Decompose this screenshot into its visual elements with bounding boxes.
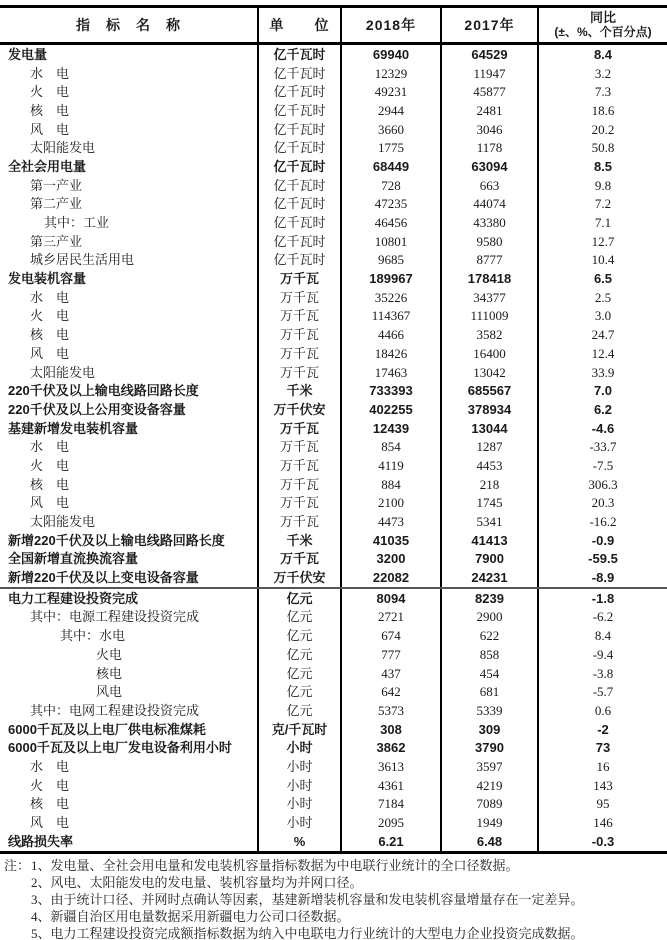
value-2017-cell: 3046 bbox=[440, 120, 537, 139]
indicator-name-cell: 其中：工业 bbox=[44, 215, 110, 231]
yoy-cell: -8.9 bbox=[537, 568, 667, 587]
unit-cell: 万千伏安 bbox=[257, 400, 340, 419]
yoy-cell: 6.2 bbox=[537, 400, 667, 419]
indicator-name-cell: 其中：电网工程建设投资完成 bbox=[30, 702, 200, 718]
value-2018-cell: 22082 bbox=[340, 568, 440, 587]
unit-cell: 亿千瓦时 bbox=[257, 45, 340, 64]
indicator-name-cell: 核 电 bbox=[30, 102, 70, 118]
value-2018-cell: 18426 bbox=[340, 344, 440, 363]
unit-cell: 亿元 bbox=[257, 626, 340, 645]
yoy-cell: 7.0 bbox=[537, 381, 667, 400]
value-2017-cell: 685567 bbox=[440, 381, 537, 400]
value-2017-cell: 13044 bbox=[440, 419, 537, 438]
value-2017-cell: 454 bbox=[440, 664, 537, 683]
value-2017-cell: 11947 bbox=[440, 64, 537, 83]
value-2017-cell: 64529 bbox=[440, 45, 537, 64]
table-row bbox=[0, 512, 667, 531]
unit-cell: 亿千瓦时 bbox=[257, 213, 340, 232]
value-2018-cell: 5373 bbox=[340, 701, 440, 720]
indicator-name-cell: 水 电 bbox=[30, 758, 70, 774]
unit-cell: % bbox=[257, 832, 340, 851]
header-year-2018: 2018年 bbox=[340, 8, 440, 42]
table-row bbox=[0, 587, 667, 608]
yoy-cell: 7.2 bbox=[537, 195, 667, 214]
value-2018-cell: 35226 bbox=[340, 288, 440, 307]
yoy-cell: 3.0 bbox=[537, 307, 667, 326]
power-statistics-table bbox=[0, 5, 667, 854]
yoy-cell: 73 bbox=[537, 738, 667, 757]
indicator-name-cell: 6000千瓦及以上电厂供电标准煤耗 bbox=[8, 721, 206, 737]
header-yoy-title: 同比 bbox=[589, 9, 616, 25]
table-row bbox=[0, 626, 667, 645]
yoy-cell: 9.8 bbox=[537, 176, 667, 195]
unit-cell: 亿千瓦时 bbox=[257, 176, 340, 195]
header-year-2017: 2017年 bbox=[440, 8, 537, 42]
unit-cell: 万千伏安 bbox=[257, 568, 340, 587]
indicator-name-cell: 火 电 bbox=[30, 84, 70, 100]
value-2018-cell: 3660 bbox=[340, 120, 440, 139]
yoy-cell: 12.4 bbox=[537, 344, 667, 363]
unit-cell: 亿千瓦时 bbox=[257, 138, 340, 157]
value-2018-cell: 47235 bbox=[340, 195, 440, 214]
table-notes bbox=[0, 857, 660, 940]
header-yoy-subtitle: (±、%、个百分点) bbox=[554, 24, 652, 39]
indicator-name-cell: 第三产业 bbox=[30, 233, 83, 249]
indicator-name-cell: 电力工程建设投资完成 bbox=[8, 590, 139, 606]
table-row bbox=[0, 664, 667, 683]
unit-cell: 亿千瓦时 bbox=[257, 82, 340, 101]
value-2017-cell: 3597 bbox=[440, 757, 537, 776]
indicator-name-cell: 其中：电源工程建设投资完成 bbox=[30, 609, 200, 625]
value-2017-cell: 681 bbox=[440, 682, 537, 701]
indicator-name-cell: 核电 bbox=[96, 665, 123, 681]
table-row bbox=[0, 325, 667, 344]
value-2018-cell: 49231 bbox=[340, 82, 440, 101]
yoy-cell: -5.7 bbox=[537, 682, 667, 701]
value-2017-cell: 9580 bbox=[440, 232, 537, 251]
value-2018-cell: 884 bbox=[340, 475, 440, 494]
table-row bbox=[0, 400, 667, 419]
value-2017-cell: 63094 bbox=[440, 157, 537, 176]
value-2017-cell: 34377 bbox=[440, 288, 537, 307]
indicator-name-cell: 水 电 bbox=[30, 439, 70, 455]
value-2018-cell: 8094 bbox=[340, 589, 440, 608]
value-2018-cell: 2944 bbox=[340, 101, 440, 120]
value-2018-cell: 9685 bbox=[340, 251, 440, 270]
value-2018-cell: 7184 bbox=[340, 795, 440, 814]
unit-cell: 亿元 bbox=[257, 701, 340, 720]
table-row bbox=[0, 757, 667, 776]
yoy-cell: 20.2 bbox=[537, 120, 667, 139]
value-2017-cell: 7089 bbox=[440, 795, 537, 814]
indicator-name-cell: 6000千瓦及以上电厂发电设备利用小时 bbox=[8, 740, 232, 756]
value-2017-cell: 3790 bbox=[440, 738, 537, 757]
yoy-cell: 7.3 bbox=[537, 82, 667, 101]
value-2018-cell: 728 bbox=[340, 176, 440, 195]
notes-prefix: 注： bbox=[4, 858, 31, 873]
table-body bbox=[0, 45, 667, 851]
value-2018-cell: 114367 bbox=[340, 307, 440, 326]
unit-cell: 万千瓦 bbox=[257, 288, 340, 307]
table-row bbox=[0, 419, 667, 438]
value-2018-cell: 69940 bbox=[340, 45, 440, 64]
indicator-name-cell: 新增220千伏及以上输电线路回路长度 bbox=[8, 532, 225, 548]
unit-cell: 万千瓦 bbox=[257, 475, 340, 494]
value-2018-cell: 4466 bbox=[340, 325, 440, 344]
unit-cell: 亿千瓦时 bbox=[257, 64, 340, 83]
indicator-name-cell: 水 电 bbox=[30, 65, 70, 81]
table-row bbox=[0, 64, 667, 83]
yoy-cell: 10.4 bbox=[537, 251, 667, 270]
indicator-name-cell: 核 电 bbox=[30, 476, 70, 492]
indicator-name-cell: 风 电 bbox=[30, 495, 70, 511]
yoy-cell: 24.7 bbox=[537, 325, 667, 344]
indicator-name-cell: 第二产业 bbox=[30, 196, 83, 212]
unit-cell: 亿元 bbox=[257, 608, 340, 627]
unit-cell: 亿千瓦时 bbox=[257, 195, 340, 214]
table-row bbox=[0, 381, 667, 400]
table-row bbox=[0, 269, 667, 288]
unit-cell: 亿元 bbox=[257, 589, 340, 608]
note-line: 1、发电量、全社会用电量和发电装机容量指标数据为中电联行业统计的全口径数据。 bbox=[31, 858, 519, 873]
value-2017-cell: 1745 bbox=[440, 494, 537, 513]
unit-cell: 亿千瓦时 bbox=[257, 120, 340, 139]
indicator-name-cell: 发电量 bbox=[8, 46, 48, 62]
table-row bbox=[0, 701, 667, 720]
yoy-cell: 3.2 bbox=[537, 64, 667, 83]
table-row bbox=[0, 45, 667, 64]
yoy-cell: -0.9 bbox=[537, 531, 667, 550]
value-2017-cell: 8777 bbox=[440, 251, 537, 270]
table-header-row bbox=[0, 8, 667, 45]
yoy-cell: -16.2 bbox=[537, 512, 667, 531]
indicator-name-cell: 风电 bbox=[96, 684, 123, 700]
indicator-name-cell: 火 电 bbox=[30, 308, 70, 324]
table-row bbox=[0, 288, 667, 307]
indicator-name-cell: 发电装机容量 bbox=[8, 271, 87, 287]
table-row bbox=[0, 138, 667, 157]
unit-cell: 小时 bbox=[257, 776, 340, 795]
value-2017-cell: 24231 bbox=[440, 568, 537, 587]
unit-cell: 万千瓦 bbox=[257, 269, 340, 288]
indicator-name-cell: 新增220千伏及以上变电设备容量 bbox=[8, 570, 199, 586]
value-2017-cell: 13042 bbox=[440, 363, 537, 382]
unit-cell: 万千瓦 bbox=[257, 550, 340, 569]
table-row bbox=[0, 568, 667, 587]
yoy-cell: 20.3 bbox=[537, 494, 667, 513]
value-2017-cell: 16400 bbox=[440, 344, 537, 363]
yoy-cell: -4.6 bbox=[537, 419, 667, 438]
indicator-name-cell: 城乡居民生活用电 bbox=[30, 252, 135, 268]
value-2017-cell: 43380 bbox=[440, 213, 537, 232]
yoy-cell: -9.4 bbox=[537, 645, 667, 664]
indicator-name-cell: 其中：水电 bbox=[60, 628, 126, 644]
value-2018-cell: 402255 bbox=[340, 400, 440, 419]
yoy-cell: 33.9 bbox=[537, 363, 667, 382]
value-2017-cell: 663 bbox=[440, 176, 537, 195]
value-2017-cell: 4453 bbox=[440, 456, 537, 475]
unit-cell: 小时 bbox=[257, 757, 340, 776]
indicator-name-cell: 太阳能发电 bbox=[30, 140, 96, 156]
unit-cell: 万千瓦 bbox=[257, 494, 340, 513]
table-row bbox=[0, 795, 667, 814]
value-2018-cell: 3613 bbox=[340, 757, 440, 776]
indicator-name-cell: 核 电 bbox=[30, 796, 70, 812]
unit-cell: 亿元 bbox=[257, 645, 340, 664]
table-row bbox=[0, 608, 667, 627]
value-2018-cell: 777 bbox=[340, 645, 440, 664]
yoy-cell: 146 bbox=[537, 813, 667, 832]
yoy-cell: -59.5 bbox=[537, 550, 667, 569]
yoy-cell: 8.4 bbox=[537, 626, 667, 645]
value-2017-cell: 1178 bbox=[440, 138, 537, 157]
table-row bbox=[0, 82, 667, 101]
value-2018-cell: 854 bbox=[340, 437, 440, 456]
value-2018-cell: 46456 bbox=[340, 213, 440, 232]
header-indicator-name: 指 标 名 称 bbox=[76, 17, 181, 33]
unit-cell: 万千瓦 bbox=[257, 344, 340, 363]
yoy-cell: 8.4 bbox=[537, 45, 667, 64]
unit-cell: 小时 bbox=[257, 813, 340, 832]
table-row bbox=[0, 456, 667, 475]
indicator-name-cell: 火电 bbox=[96, 646, 123, 662]
value-2017-cell: 218 bbox=[440, 475, 537, 494]
table-row bbox=[0, 720, 667, 739]
indicator-name-cell: 全社会用电量 bbox=[8, 158, 87, 174]
unit-cell: 亿千瓦时 bbox=[257, 251, 340, 270]
value-2017-cell: 622 bbox=[440, 626, 537, 645]
value-2018-cell: 733393 bbox=[340, 381, 440, 400]
notes-list bbox=[31, 857, 660, 940]
indicator-name-cell: 220千伏及以上公用变设备容量 bbox=[8, 401, 186, 417]
note-line: 4、新疆自治区用电量数据采用新疆电力公司口径数据。 bbox=[31, 909, 350, 924]
unit-cell: 亿元 bbox=[257, 682, 340, 701]
value-2018-cell: 2721 bbox=[340, 608, 440, 627]
table-row bbox=[0, 832, 667, 851]
unit-cell: 万千瓦 bbox=[257, 456, 340, 475]
unit-cell: 万千瓦 bbox=[257, 363, 340, 382]
indicator-name-cell: 风 电 bbox=[30, 815, 70, 831]
yoy-cell: 0.6 bbox=[537, 701, 667, 720]
table-row bbox=[0, 645, 667, 664]
unit-cell: 克/千瓦时 bbox=[257, 720, 340, 739]
value-2018-cell: 642 bbox=[340, 682, 440, 701]
value-2018-cell: 10801 bbox=[340, 232, 440, 251]
value-2018-cell: 17463 bbox=[340, 363, 440, 382]
value-2018-cell: 6.21 bbox=[340, 832, 440, 851]
value-2017-cell: 41413 bbox=[440, 531, 537, 550]
value-2017-cell: 1287 bbox=[440, 437, 537, 456]
note-line: 5、电力工程建设投资完成额指标数据为纳入中电联电力行业统计的大型电力企业投资完成数据。 bbox=[31, 926, 584, 940]
yoy-cell: 306.3 bbox=[537, 475, 667, 494]
value-2018-cell: 68449 bbox=[340, 157, 440, 176]
value-2018-cell: 12439 bbox=[340, 419, 440, 438]
yoy-cell: 50.8 bbox=[537, 138, 667, 157]
unit-cell: 万千瓦 bbox=[257, 307, 340, 326]
unit-cell: 亿千瓦时 bbox=[257, 232, 340, 251]
value-2017-cell: 309 bbox=[440, 720, 537, 739]
yoy-cell: 12.7 bbox=[537, 232, 667, 251]
value-2018-cell: 1775 bbox=[340, 138, 440, 157]
indicator-name-cell: 第一产业 bbox=[30, 177, 83, 193]
table-row bbox=[0, 494, 667, 513]
yoy-cell: -2 bbox=[537, 720, 667, 739]
value-2018-cell: 674 bbox=[340, 626, 440, 645]
yoy-cell: 6.5 bbox=[537, 269, 667, 288]
note-line: 3、由于统计口径、并网时点确认等因素，基建新增装机容量和发电装机容量增量存在一定差异。 bbox=[31, 892, 584, 907]
indicator-name-cell: 太阳能发电 bbox=[30, 514, 96, 530]
table-row bbox=[0, 157, 667, 176]
unit-cell: 亿千瓦时 bbox=[257, 101, 340, 120]
value-2017-cell: 45877 bbox=[440, 82, 537, 101]
table-row bbox=[0, 776, 667, 795]
yoy-cell: -0.3 bbox=[537, 832, 667, 851]
unit-cell: 千米 bbox=[257, 381, 340, 400]
value-2017-cell: 5341 bbox=[440, 512, 537, 531]
indicator-name-cell: 太阳能发电 bbox=[30, 364, 96, 380]
value-2017-cell: 111009 bbox=[440, 307, 537, 326]
value-2018-cell: 2095 bbox=[340, 813, 440, 832]
unit-cell: 小时 bbox=[257, 738, 340, 757]
indicator-name-cell: 线路损失率 bbox=[8, 833, 74, 849]
indicator-name-cell: 风 电 bbox=[30, 345, 70, 361]
indicator-name-cell: 水 电 bbox=[30, 289, 70, 305]
unit-cell: 小时 bbox=[257, 795, 340, 814]
unit-cell: 万千瓦 bbox=[257, 325, 340, 344]
table-row bbox=[0, 475, 667, 494]
indicator-name-cell: 全国新增直流换流容量 bbox=[8, 551, 139, 567]
value-2017-cell: 858 bbox=[440, 645, 537, 664]
value-2018-cell: 2100 bbox=[340, 494, 440, 513]
indicator-name-cell: 火 电 bbox=[30, 777, 70, 793]
table-row bbox=[0, 531, 667, 550]
indicator-name-cell: 220千伏及以上输电线路回路长度 bbox=[8, 383, 199, 399]
unit-cell: 千米 bbox=[257, 531, 340, 550]
table-row bbox=[0, 307, 667, 326]
table-row bbox=[0, 101, 667, 120]
value-2017-cell: 5339 bbox=[440, 701, 537, 720]
unit-cell: 万千瓦 bbox=[257, 512, 340, 531]
value-2017-cell: 2900 bbox=[440, 608, 537, 627]
value-2018-cell: 3200 bbox=[340, 550, 440, 569]
unit-cell: 万千瓦 bbox=[257, 437, 340, 456]
table-row bbox=[0, 120, 667, 139]
header-unit: 单 位 bbox=[257, 8, 340, 42]
indicator-name-cell: 基建新增发电装机容量 bbox=[8, 420, 139, 436]
yoy-cell: -7.5 bbox=[537, 456, 667, 475]
value-2018-cell: 308 bbox=[340, 720, 440, 739]
yoy-cell: 95 bbox=[537, 795, 667, 814]
value-2017-cell: 178418 bbox=[440, 269, 537, 288]
yoy-cell: 143 bbox=[537, 776, 667, 795]
value-2017-cell: 44074 bbox=[440, 195, 537, 214]
yoy-cell: -33.7 bbox=[537, 437, 667, 456]
value-2017-cell: 1949 bbox=[440, 813, 537, 832]
value-2018-cell: 3862 bbox=[340, 738, 440, 757]
header-yoy bbox=[537, 8, 667, 42]
note-line: 2、风电、太阳能发电的发电量、装机容量均为并网口径。 bbox=[31, 875, 363, 890]
yoy-cell: 18.6 bbox=[537, 101, 667, 120]
value-2018-cell: 437 bbox=[340, 664, 440, 683]
unit-cell: 亿元 bbox=[257, 664, 340, 683]
table-row bbox=[0, 213, 667, 232]
table-row bbox=[0, 251, 667, 270]
yoy-cell: 8.5 bbox=[537, 157, 667, 176]
value-2018-cell: 4473 bbox=[340, 512, 440, 531]
yoy-cell: -1.8 bbox=[537, 589, 667, 608]
value-2018-cell: 189967 bbox=[340, 269, 440, 288]
indicator-name-cell: 核 电 bbox=[30, 327, 70, 343]
table-row bbox=[0, 363, 667, 382]
table-row bbox=[0, 232, 667, 251]
table-row bbox=[0, 813, 667, 832]
unit-cell: 万千瓦 bbox=[257, 419, 340, 438]
value-2017-cell: 4219 bbox=[440, 776, 537, 795]
table-row bbox=[0, 176, 667, 195]
value-2017-cell: 3582 bbox=[440, 325, 537, 344]
value-2017-cell: 378934 bbox=[440, 400, 537, 419]
indicator-name-cell: 火 电 bbox=[30, 457, 70, 473]
value-2017-cell: 2481 bbox=[440, 101, 537, 120]
table-row bbox=[0, 195, 667, 214]
yoy-cell: -6.2 bbox=[537, 608, 667, 627]
value-2017-cell: 7900 bbox=[440, 550, 537, 569]
yoy-cell: 7.1 bbox=[537, 213, 667, 232]
value-2018-cell: 41035 bbox=[340, 531, 440, 550]
yoy-cell: -3.8 bbox=[537, 664, 667, 683]
table-row bbox=[0, 550, 667, 569]
yoy-cell: 2.5 bbox=[537, 288, 667, 307]
yoy-cell: 16 bbox=[537, 757, 667, 776]
indicator-name-cell: 风 电 bbox=[30, 121, 70, 137]
value-2018-cell: 4119 bbox=[340, 456, 440, 475]
table-row bbox=[0, 738, 667, 757]
value-2017-cell: 6.48 bbox=[440, 832, 537, 851]
table-row bbox=[0, 344, 667, 363]
value-2018-cell: 12329 bbox=[340, 64, 440, 83]
value-2018-cell: 4361 bbox=[340, 776, 440, 795]
unit-cell: 亿千瓦时 bbox=[257, 157, 340, 176]
value-2017-cell: 8239 bbox=[440, 589, 537, 608]
table-row bbox=[0, 437, 667, 456]
table-row bbox=[0, 682, 667, 701]
